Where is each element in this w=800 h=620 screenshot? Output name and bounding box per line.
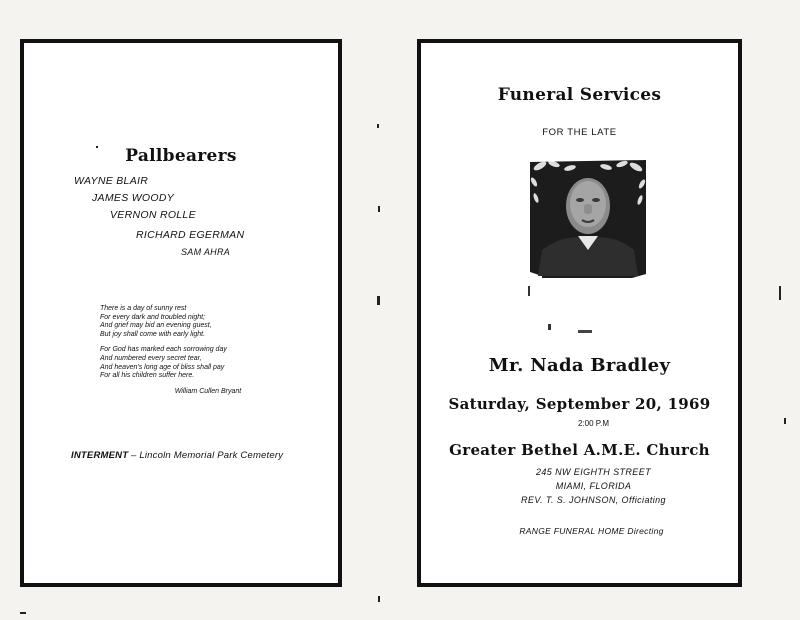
scan-speck xyxy=(378,596,380,602)
poem-line: But joy shall come with early light. xyxy=(100,330,206,338)
pallbearers-panel xyxy=(20,39,342,587)
poem-author: William Cullen Bryant xyxy=(174,387,242,395)
pallbearer-name: WAYNE BLAIR xyxy=(74,175,149,187)
poem-stanza xyxy=(100,346,300,380)
church-name: Greater Bethel A.M.E. Church xyxy=(449,441,710,459)
pallbearer-name: VERNON ROLLE xyxy=(110,209,196,221)
church-address: 245 NW EIGHTH STREET xyxy=(535,467,651,477)
scan-speck xyxy=(784,418,786,424)
scan-speck xyxy=(779,286,781,300)
pallbearer-name: SAM AHRA xyxy=(181,247,231,257)
poem-line: For every dark and troubled night; xyxy=(100,313,206,321)
poem-line: For God has marked each sorrowing day xyxy=(100,346,227,354)
poem-line: And heaven's long age of bliss shall pay xyxy=(100,363,225,371)
church-city: MIAMI, FLORIDA xyxy=(555,481,632,491)
for-the-late: FOR THE LATE xyxy=(542,127,617,138)
deceased-name: Mr. Nada Bradley xyxy=(488,355,671,376)
scan-speck xyxy=(96,146,98,148)
officiant: REV. T. S. JOHNSON, Officiating xyxy=(521,495,666,505)
interment-line xyxy=(71,450,283,461)
portrait-image xyxy=(528,154,648,340)
poem-line: There is a day of sunny rest xyxy=(100,305,187,312)
pallbearers-title: Pallbearers xyxy=(125,146,237,166)
service-time: 2:00 P.M xyxy=(578,419,609,428)
service-panel xyxy=(417,39,742,587)
scan-speck xyxy=(377,124,379,128)
poem-line: For all his children suffer here. xyxy=(100,372,195,380)
poem xyxy=(100,305,300,396)
interment-label: INTERMENT xyxy=(71,450,129,461)
scan-speck xyxy=(377,296,380,305)
scan-speck xyxy=(20,612,26,614)
poem-line: And numbered every secret tear, xyxy=(100,354,202,362)
interment-text: – Lincoln Memorial Park Cemetery xyxy=(128,450,284,461)
service-title: Funeral Services xyxy=(497,85,662,105)
poem-line: And grief may bid an evening guest, xyxy=(100,322,212,330)
funeral-director: RANGE FUNERAL HOME Directing xyxy=(519,526,664,536)
service-date: Saturday, September 20, 1969 xyxy=(448,395,711,413)
scan-speck xyxy=(378,206,380,212)
poem-stanza xyxy=(100,305,300,339)
pallbearer-name: JAMES WOODY xyxy=(92,192,175,204)
pallbearer-name: RICHARD EGERMAN xyxy=(136,229,245,241)
deceased-photo xyxy=(528,154,648,340)
